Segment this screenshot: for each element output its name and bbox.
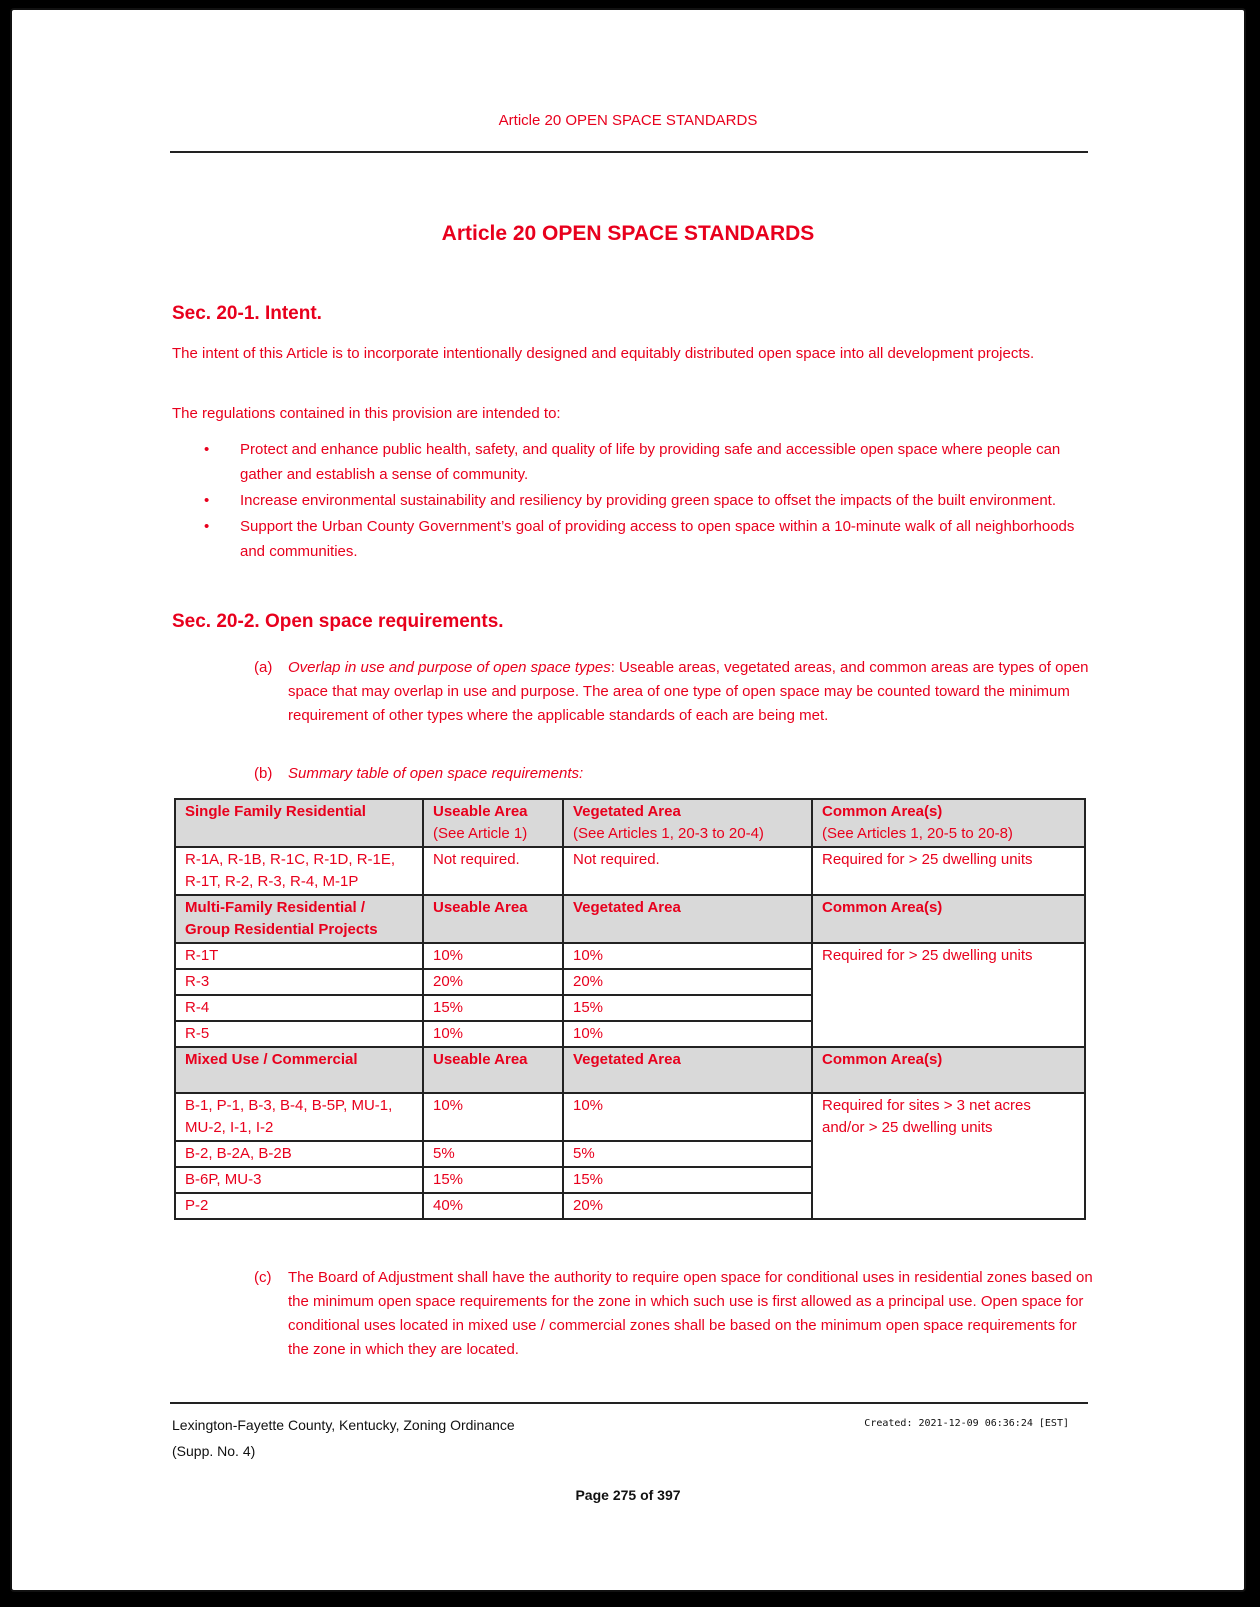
table-cell: Not required. — [563, 847, 812, 895]
table-cell: R-1T — [175, 943, 423, 969]
item-a-title: Overlap in use and purpose of open space types — [288, 659, 611, 676]
table-cell: R-5 — [175, 1021, 423, 1047]
table-header-cell: Mixed Use / Commercial — [175, 1047, 423, 1093]
open-space-summary-table — [174, 798, 1086, 1220]
table-row — [175, 847, 1085, 895]
table-cell: 20% — [563, 969, 812, 995]
footer-created-timestamp: Created: 2021-12-09 06:36:24 [EST] — [864, 1418, 1069, 1429]
table-cell: Required for > 25 dwelling units — [812, 847, 1085, 895]
item-c-label: (c) — [254, 1269, 272, 1286]
table-cell: Not required. — [423, 847, 563, 895]
table-header-cell: Vegetated Area — [563, 1047, 812, 1093]
footer-divider — [170, 1402, 1088, 1404]
table-cell: B-6P, MU-3 — [175, 1167, 423, 1193]
list-item — [202, 514, 1092, 564]
table-header-cell: Common Area(s) — [812, 895, 1085, 943]
section-heading-requirements: Sec. 20-2. Open space requirements. — [172, 611, 504, 632]
table-cell: 15% — [563, 995, 812, 1021]
item-b-title: Summary table of open space requirements: — [288, 765, 584, 782]
table-cell: 10% — [423, 1021, 563, 1047]
table-header-cell: Useable Area — [423, 1047, 563, 1093]
table-header-cell: Common Area(s) (See Articles 1, 20-5 to 20-8) — [812, 799, 1085, 847]
table-header-cell: Multi-Family Residential / Group Residential Projects — [175, 895, 423, 943]
bullet-text: Increase environmental sustainability and resiliency by providing green space to offset the impacts of the built environment. — [240, 492, 1057, 509]
table-cell: Required for > 25 dwelling units — [812, 943, 1085, 1047]
item-a — [254, 656, 1094, 728]
intent-paragraph: The intent of this Article is to incorporate intentionally designed and equitably distributed open space into all development projects. — [172, 345, 1035, 362]
footer-supplement: (Supp. No. 4) — [172, 1443, 256, 1459]
table-row — [175, 1093, 1085, 1141]
article-title: Article 20 OPEN SPACE STANDARDS — [441, 222, 815, 245]
intent-bullet-list — [202, 437, 1092, 565]
table-row — [175, 943, 1085, 969]
table-cell: 5% — [563, 1141, 812, 1167]
table-cell: 10% — [563, 1021, 812, 1047]
item-b — [254, 762, 1094, 786]
page-number: Page 275 of 397 — [575, 1487, 681, 1503]
table-header-cell: Vegetated Area — [563, 895, 812, 943]
item-a-text: : Useable areas, vegetated areas, and common areas are types of open space that may overlap in use and purpose. The area of one type of open space may be counted toward the minimum requirement of other types where the applicable standards of each are being met. — [288, 659, 1089, 724]
item-a-label: (a) — [254, 659, 273, 676]
table-cell: R-1A, R-1B, R-1C, R-1D, R-1E, R-1T, R-2, R-3, R-4, M-1P — [175, 847, 423, 895]
table-cell: R-3 — [175, 969, 423, 995]
section-heading-intent: Sec. 20-1. Intent. — [172, 303, 322, 324]
table-cell: 10% — [563, 943, 812, 969]
table-cell: B-2, B-2A, B-2B — [175, 1141, 423, 1167]
bullet-glyph: • — [204, 492, 210, 509]
bullet-text: Protect and enhance public health, safety, and quality of life by providing safe and accessible open space where people can gather and establish a sense of community. — [240, 441, 1061, 483]
footer-ordinance-name: Lexington-Fayette County, Kentucky, Zoning Ordinance — [172, 1417, 515, 1433]
document-page — [12, 10, 1244, 1590]
table-header-row — [175, 799, 1085, 847]
table-cell: 10% — [423, 943, 563, 969]
item-b-label: (b) — [254, 765, 273, 782]
table-header-cell: Useable Area (See Article 1) — [423, 799, 563, 847]
table-cell: B-1, P-1, B-3, B-4, B-5P, MU-1, MU-2, I-1, I-2 — [175, 1093, 423, 1141]
header-divider — [170, 151, 1088, 153]
table-cell: 40% — [423, 1193, 563, 1219]
list-item — [202, 488, 1092, 513]
table-cell: 20% — [423, 969, 563, 995]
table-header-row — [175, 1047, 1085, 1093]
list-item — [202, 437, 1092, 487]
table-cell: R-4 — [175, 995, 423, 1021]
bullet-glyph: • — [204, 518, 210, 535]
table-header-cell: Vegetated Area (See Articles 1, 20-3 to 20-4) — [563, 799, 812, 847]
table-cell: 15% — [423, 995, 563, 1021]
item-c-text: The Board of Adjustment shall have the authority to require open space for conditional uses in residential zones based on the minimum open space requirements for the zone in which such use is first allowed as a principal use. Open space for conditional uses located in mixed use / commercial zones shall be based on the minimum open space requirements for the zone in which they are located. — [288, 1269, 1093, 1358]
table-header-row — [175, 895, 1085, 943]
table-cell: 15% — [563, 1167, 812, 1193]
table-cell: 10% — [563, 1093, 812, 1141]
bullet-text: Support the Urban County Government’s goal of providing access to open space within a 10-minute walk of all neighborhoods and communities. — [240, 518, 1075, 560]
table-cell: P-2 — [175, 1193, 423, 1219]
table-cell: 10% — [423, 1093, 563, 1141]
table-cell: 5% — [423, 1141, 563, 1167]
bullet-glyph: • — [204, 441, 210, 458]
table-cell: Required for sites > 3 net acres and/or > 25 dwelling units — [812, 1093, 1085, 1219]
table-cell: 20% — [563, 1193, 812, 1219]
intent-lead: The regulations contained in this provision are intended to: — [172, 405, 561, 422]
table-header-cell: Single Family Residential — [175, 799, 423, 847]
running-header: Article 20 OPEN SPACE STANDARDS — [498, 112, 758, 129]
footer-ordinance — [172, 1412, 515, 1464]
table-header-cell: Common Area(s) — [812, 1047, 1085, 1093]
item-c — [254, 1266, 1094, 1362]
table-cell: 15% — [423, 1167, 563, 1193]
table-header-cell: Useable Area — [423, 895, 563, 943]
